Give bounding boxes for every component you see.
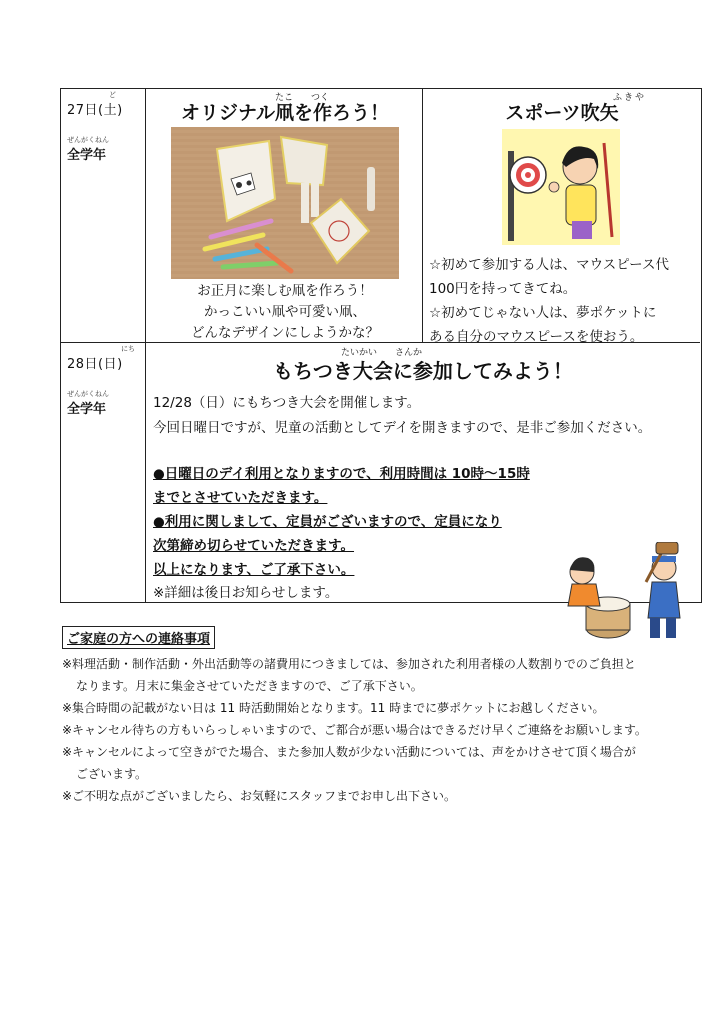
kite-photo bbox=[171, 127, 399, 279]
description-line: かっこいい凧や可愛い凧、 bbox=[204, 304, 366, 320]
activity-description bbox=[153, 391, 651, 441]
activity-title: もちつき大会に参加してみよう！ bbox=[273, 359, 573, 383]
activity-description bbox=[429, 253, 669, 349]
details-footer: ※詳細は後日お知らせします。 bbox=[153, 585, 339, 601]
date-ruby: ど bbox=[109, 91, 116, 99]
date-label: 27日(土) bbox=[67, 103, 123, 118]
description-line: 今回日曜日ですが、児童の活動としてデイを開きますので、是非ご参加ください。 bbox=[153, 420, 652, 436]
note-item: なります。月末に集金させていただきますので、ご了承下さい。 bbox=[76, 679, 423, 693]
note-item: ※ご不明な点がございましたら、お気軽にスタッフまでお申し出下さい。 bbox=[62, 789, 457, 803]
notice-line: ●利用に関しまして、定員がございますので、定員になり bbox=[153, 514, 502, 530]
date-cell-28 bbox=[67, 345, 135, 417]
description-line: 12/28（日）にもちつき大会を開催します。 bbox=[153, 395, 421, 411]
notes-heading: ご家庭の方への連絡事項 bbox=[62, 626, 215, 649]
title-ruby: たこ つく bbox=[275, 93, 330, 103]
notice-line: 次第締め切らせていただきます。 bbox=[153, 538, 355, 554]
activity-description bbox=[147, 281, 423, 344]
kite-photo-illustration bbox=[171, 127, 399, 279]
title-ruby: たいかい さんか bbox=[341, 348, 423, 358]
notice-line: ●日曜日のデイ利用となりますので、利用時間は 10時～15時 bbox=[153, 466, 530, 482]
schedule-table bbox=[60, 88, 702, 603]
grade-label: 全学年 bbox=[67, 148, 107, 163]
note-item: ※キャンセル待ちの方もいらっしゃいますので、ご都合が悪い場合はできるだけ早くご連絡をお願いします。 bbox=[62, 723, 647, 737]
activity-title: スポーツ吹矢 bbox=[505, 102, 619, 124]
title-ruby: ふきや bbox=[613, 93, 647, 103]
description-line: 100円を持ってきてね。 bbox=[429, 281, 577, 297]
notice-line: 以上になります、ご了承下さい。 bbox=[153, 562, 355, 578]
description-line: お正月に楽しむ凧を作ろう！ bbox=[197, 283, 373, 299]
note-item: ※集合時間の記載がない日は 11 時活動開始となります。11 時までに夢ポケットにお越しください。 bbox=[62, 701, 605, 715]
grade-ruby: ぜんがくねん bbox=[67, 390, 109, 398]
description-line: ある自分のマウスピースを使おう。 bbox=[429, 329, 644, 345]
date-label: 28日(日) bbox=[67, 357, 123, 372]
note-item: ※料理活動・制作活動・外出活動等の諸費用につきましては、参加された利用者様の人数割りでのご負担と bbox=[62, 657, 636, 671]
activity-title: オリジナル凧を作ろう！ bbox=[180, 102, 390, 124]
note-item: ※キャンセルによって空きがでた場合、また参加人数が少ない活動については、声をかけさせて頂く場合が bbox=[62, 745, 636, 759]
description-line: ☆初めてじゃない人は、夢ポケットに bbox=[429, 305, 657, 321]
note-item: ございます。 bbox=[76, 767, 148, 781]
date-ruby: にち bbox=[121, 345, 135, 353]
archer-girl-icon bbox=[502, 129, 620, 245]
fukiya-illustration bbox=[502, 129, 620, 245]
notes-section bbox=[62, 626, 722, 807]
grade-ruby: ぜんがくねん bbox=[67, 136, 109, 144]
column-divider bbox=[145, 89, 146, 602]
description-line: どんなデザインにしようかな？ bbox=[190, 325, 380, 341]
grade-label: 全学年 bbox=[67, 402, 107, 417]
date-cell-27 bbox=[67, 91, 123, 163]
description-line: ☆初めて参加する人は、マウスピース代 bbox=[429, 257, 669, 273]
notice-block bbox=[153, 462, 530, 582]
notice-line: までとさせていただきます。 bbox=[153, 490, 328, 506]
